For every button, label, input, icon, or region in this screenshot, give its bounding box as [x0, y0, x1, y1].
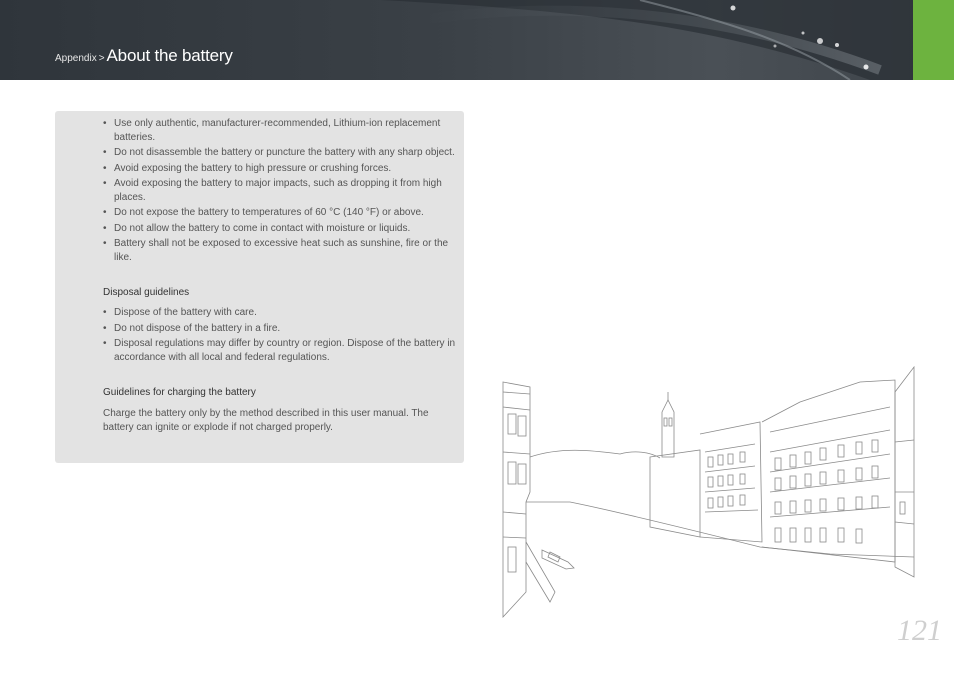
safety-list — [103, 117, 459, 264]
list-item — [103, 306, 459, 320]
list-item-text: Do not dispose of the battery in a fire. — [114, 322, 281, 334]
breadcrumb — [55, 46, 233, 66]
list-item-text: Avoid exposing the battery to high pressure or crushing forces. — [114, 162, 392, 174]
disposal-list — [103, 306, 459, 364]
battery-note-box — [55, 111, 464, 463]
list-item-text: Use only authentic, manufacturer-recommended, Lithium-ion replacement batteries. — [114, 118, 441, 143]
bullet-icon: • — [103, 162, 107, 174]
list-item-text: Battery shall not be exposed to excessive heat such as sunshine, fire or the like. — [114, 238, 449, 263]
list-item — [103, 162, 459, 176]
bullet-icon: • — [103, 118, 107, 129]
charging-text: Charge the battery only by the method described in this user manual. The battery can ignite or explode if not charged properly. — [103, 408, 429, 433]
list-item — [103, 177, 459, 204]
bullet-icon: • — [103, 307, 107, 318]
note-content — [103, 117, 459, 434]
bullet-icon: • — [103, 147, 107, 158]
list-item-text: Avoid exposing the battery to major impacts, such as dropping it from high places. — [114, 178, 442, 203]
disposal-heading: Disposal guidelines — [103, 287, 190, 298]
bullet-icon: • — [103, 238, 107, 249]
bullet-icon: • — [103, 178, 107, 189]
breadcrumb-separator: > — [98, 53, 105, 64]
list-item — [103, 222, 459, 236]
list-item-text: Disposal regulations may differ by country or region. Dispose of the battery in accordance with all local and federal regulations. — [114, 338, 456, 363]
list-item-text: Do not expose the battery to temperatures of 60 °C (140 °F) or above. — [114, 207, 424, 218]
section-tab-marker — [913, 0, 954, 80]
header-swoosh-decoration — [0, 0, 954, 80]
bullet-icon: • — [103, 322, 107, 334]
list-item-text: Do not allow the battery to come in contact with moisture or liquids. — [114, 222, 411, 234]
breadcrumb-section[interactable]: Appendix — [55, 53, 97, 64]
list-item — [103, 322, 459, 336]
list-item — [103, 237, 459, 264]
bullet-icon: • — [103, 222, 107, 234]
bullet-icon: • — [103, 338, 107, 349]
list-item — [103, 337, 459, 364]
list-item — [103, 206, 459, 220]
charging-heading: Guidelines for charging the battery — [103, 387, 256, 398]
list-item — [103, 146, 459, 160]
page-header — [0, 0, 954, 80]
bullet-icon: • — [103, 207, 107, 218]
list-item-text: Dispose of the battery with care. — [114, 307, 257, 318]
list-item — [103, 117, 459, 144]
list-item-text: Do not disassemble the battery or puncture the battery with any sharp object. — [114, 147, 455, 158]
venice-canal-illustration — [500, 362, 916, 624]
page-title: About the battery — [106, 46, 233, 65]
page-number: 121 — [897, 614, 942, 647]
